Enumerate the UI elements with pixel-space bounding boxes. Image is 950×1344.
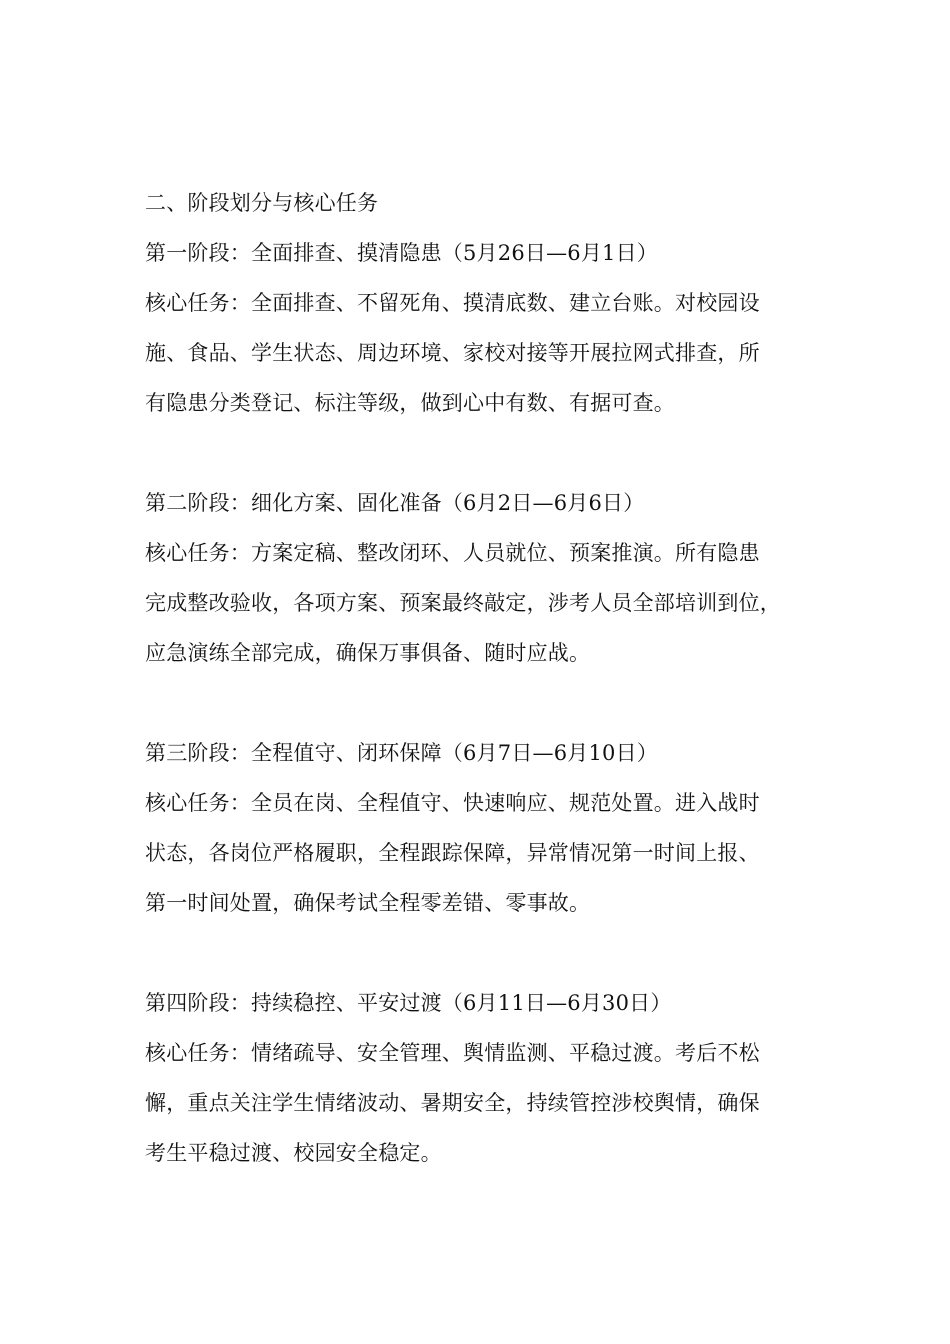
stage-heading: 第二阶段：细化方案、固化准备（6月2日—6月6日）: [145, 491, 645, 515]
section-title: 二、阶段划分与核心任务: [145, 191, 379, 215]
stage-task-line: 应急演练全部完成，确保万事俱备、随时应战。: [145, 641, 591, 665]
stage-task-line: 核心任务：情绪疏导、安全管理、舆情监测、平稳过渡。考后不松: [145, 1041, 760, 1065]
stage-heading: 第三阶段：全程值守、闭环保障（6月7日—6月10日）: [145, 741, 659, 765]
stage-task-line: 有隐患分类登记、标注等级，做到心中有数、有据可查。: [145, 391, 675, 415]
stage-block: [145, 478, 835, 678]
document-page: [145, 178, 835, 1178]
stage-task-line: 施、食品、学生状态、周边环境、家校对接等开展拉网式排查，所: [145, 341, 760, 365]
stage-task-line: 考生平稳过渡、校园安全稳定。: [145, 1141, 442, 1165]
stage-heading: 第一阶段：全面排查、摸清隐患（5月26日—6月1日）: [145, 241, 659, 265]
stage-task-line: 核心任务：全面排查、不留死角、摸清底数、建立台账。对校园设: [145, 291, 760, 315]
stage-task-line: 完成整改验收，各项方案、预案最终敲定，涉考人员全部培训到位，: [145, 591, 781, 615]
paragraph-gap: [145, 428, 835, 478]
paragraph-gap: [145, 678, 835, 728]
stage-heading: 第四阶段：持续稳控、平安过渡（6月11日—6月30日）: [145, 991, 672, 1015]
stage-task-line: 懈，重点关注学生情绪波动、暑期安全，持续管控涉校舆情，确保: [145, 1091, 760, 1115]
paragraph-gap: [145, 928, 835, 978]
stage-block: [145, 228, 835, 428]
stage-task-line: 核心任务：全员在岗、全程值守、快速响应、规范处置。进入战时: [145, 791, 760, 815]
stage-task-line: 状态，各岗位严格履职，全程跟踪保障，异常情况第一时间上报、: [145, 841, 760, 865]
stage-block: [145, 978, 835, 1178]
stage-task-line: 核心任务：方案定稿、整改闭环、人员就位、预案推演。所有隐患: [145, 541, 760, 565]
stage-task-line: 第一时间处置，确保考试全程零差错、零事故。: [145, 891, 591, 915]
stage-block: [145, 728, 835, 928]
